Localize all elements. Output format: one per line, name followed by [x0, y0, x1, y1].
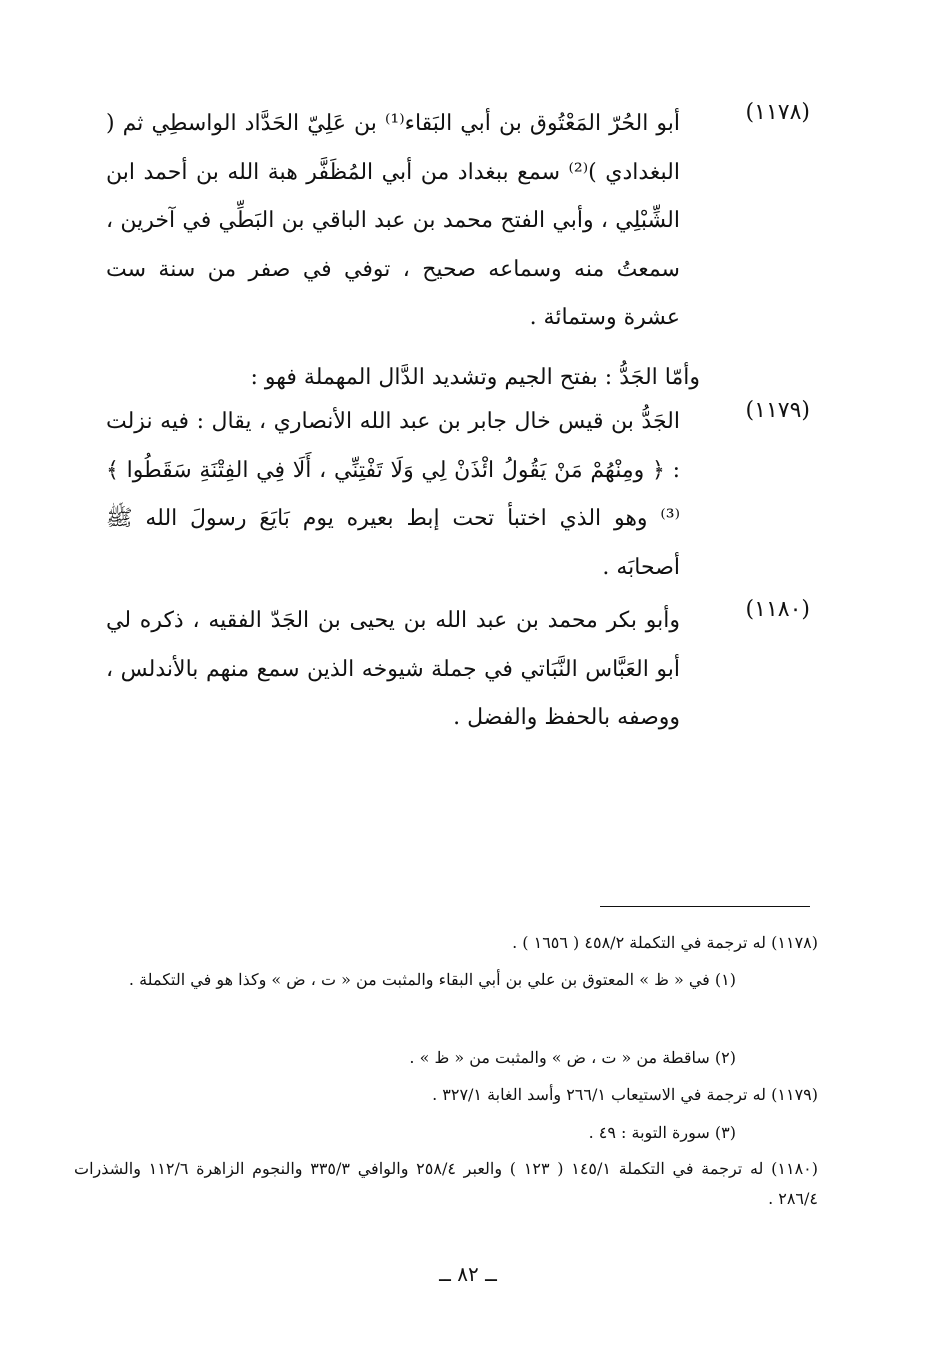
entry-number: (١١٨٠) [745, 597, 810, 622]
footnote-3: (٣) سورة التوبة : ٤٩ . [588, 1123, 736, 1142]
footnote-divider [600, 906, 810, 907]
footnote-1: (١) في « ظ » المعتوق بن علي بن أبي البقاء والمثبت من « ت ، ض » وكذا هو في التكملة . [128, 970, 736, 989]
entry-1180 [106, 597, 810, 747]
section-intro: وأمّا الجَدُّ : بفتح الجيم وتشديد الدَّال المهملة فهو : [250, 365, 700, 390]
footnote-1180: (١١٨٠) له ترجمة في التكملة ١٤٥/١ ( ١٢٣ ) والعبر ٢٥٨/٤ والوافي ٣٣٥/٣ والنجوم الزاهرة ١١٢/٦ والشذرات ٢٨٦/٤ . [74, 1159, 819, 1208]
footnote-2: (٢) ساقطة من « ت ، ض » والمثبت من « ظ » . [409, 1048, 736, 1067]
entry-text: الجَدُّ بن قيس خال جابر بن عبد الله الأنصاري ، يقال : فيه نزلت : ﴿ ومِنْهُمْ مَنْ يَقُولُ ائْذَنْ لِي وَلَا تَفْتِنِّي ، أَلَا فِي الفِتْنَةِ سَقَطُوا ﴾⁽³⁾ وهو الذي اختبأ تحت إبط بعيره يوم بَايَعَ رسولَ الله ﷺ أصحابَه . [106, 409, 680, 580]
entry-text: أبو الحُرّ المَعْتُوق بن أبي البَقاء⁽¹⁾ بن عَلِيّ الحَدَّاد الواسطِي ثم ( البغدادي )⁽²⁾ سمع ببغداد من أبي المُظَفَّر هبة الله بن أحمد ابن الشِّبْلِي ، وأبي الفتح محمد بن عبد الباقي بن البَطِّي في آخرين ، سمعتُ منه وسماعه صحيح ، توفي في صفر من سنة ست عشرة وستمائة . [106, 111, 680, 330]
entry-1179 [106, 398, 810, 588]
entry-text: وأبو بكر محمد بن عبد الله بن يحيى بن الجَدّ الفقيه ، ذكره لي أبو العَبَّاس النَّبَاتي في جملة شيوخه الذين سمع منهم بالأندلس ، ووصفه بالحفظ والفضل . [106, 608, 680, 730]
page-number: ــ ٨٢ ــ [439, 1262, 497, 1286]
entry-number: (١١٧٨) [745, 100, 810, 125]
footnote-1179: (١١٧٩) له ترجمة في الاستيعاب ٢٦٦/١ وأسد الغابة ٣٢٧/١ . [432, 1085, 818, 1104]
entry-1178 [106, 100, 810, 350]
entry-number: (١١٧٩) [745, 398, 810, 423]
footnote-1178: (١١٧٨) له ترجمة في التكملة ٤٥٨/٢ ( ١٦٥٦ ) . [512, 933, 818, 952]
